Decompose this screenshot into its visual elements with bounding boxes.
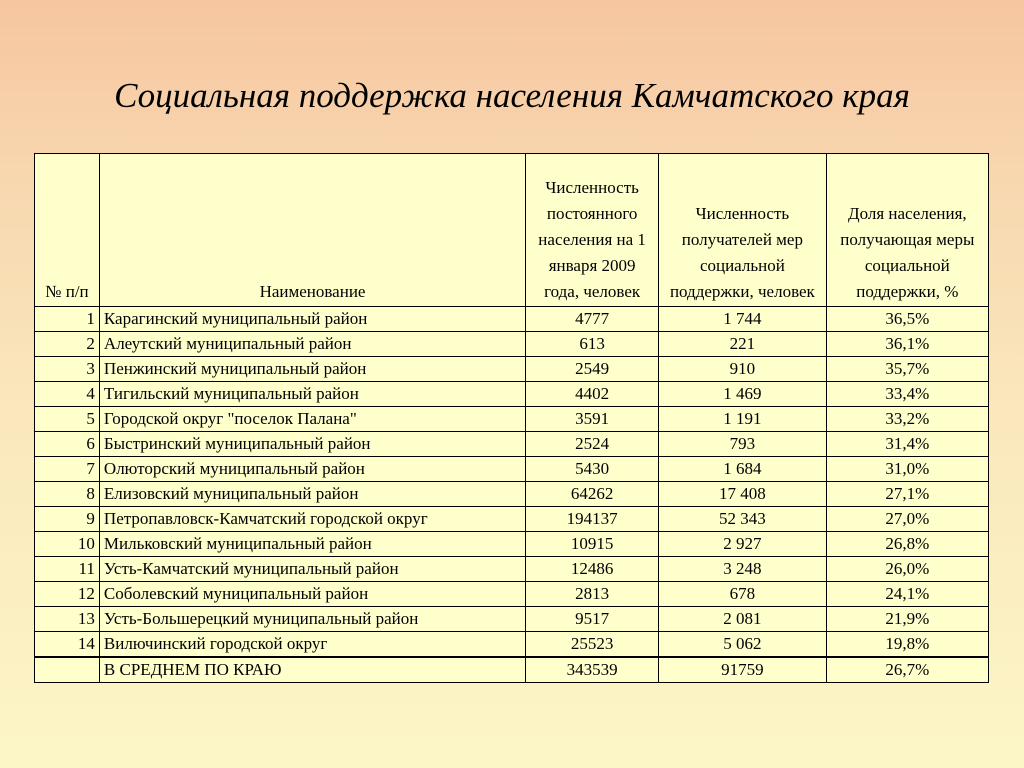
- cell-name: Соболевский муниципальный район: [99, 582, 525, 607]
- cell-name: Олюторский муниципальный район: [99, 457, 525, 482]
- cell-share: 27,0%: [826, 507, 988, 532]
- cell-share: 21,9%: [826, 607, 988, 632]
- total-cell-recipients: 91759: [659, 657, 827, 683]
- cell-share: 31,0%: [826, 457, 988, 482]
- header-recipients: Численность получателей мер социальной поддержки, человек: [659, 154, 827, 307]
- cell-recipients: 17 408: [659, 482, 827, 507]
- cell-num: 2: [35, 332, 100, 357]
- slide-title: Социальная поддержка населения Камчатского края: [114, 76, 910, 115]
- cell-recipients: 52 343: [659, 507, 827, 532]
- header-num: № п/п: [35, 154, 100, 307]
- cell-population: 3591: [526, 407, 659, 432]
- cell-name: Усть-Камчатский муниципальный район: [99, 557, 525, 582]
- cell-recipients: 1 469: [659, 382, 827, 407]
- cell-share: 26,0%: [826, 557, 988, 582]
- cell-population: 2549: [526, 357, 659, 382]
- cell-share: 36,5%: [826, 307, 988, 332]
- cell-name: Елизовский муниципальный район: [99, 482, 525, 507]
- cell-recipients: 221: [659, 332, 827, 357]
- cell-population: 25523: [526, 632, 659, 658]
- cell-share: 31,4%: [826, 432, 988, 457]
- cell-population: 9517: [526, 607, 659, 632]
- cell-share: 19,8%: [826, 632, 988, 658]
- cell-num: 6: [35, 432, 100, 457]
- cell-recipients: 910: [659, 357, 827, 382]
- cell-num: 13: [35, 607, 100, 632]
- cell-num: 1: [35, 307, 100, 332]
- cell-recipients: 1 191: [659, 407, 827, 432]
- cell-num: 14: [35, 632, 100, 658]
- cell-num: 3: [35, 357, 100, 382]
- table-row: [35, 582, 989, 607]
- table-row: [35, 432, 989, 457]
- cell-num: 9: [35, 507, 100, 532]
- cell-name: Мильковский муниципальный район: [99, 532, 525, 557]
- table-row: [35, 482, 989, 507]
- cell-population: 2813: [526, 582, 659, 607]
- table-row: [35, 307, 989, 332]
- header-population: Численность постоянного населения на 1 января 2009 года, человек: [526, 154, 659, 307]
- cell-recipients: 2 081: [659, 607, 827, 632]
- header-share: Доля населения, получающая меры социальной поддержки, %: [826, 154, 988, 307]
- table-row: [35, 557, 989, 582]
- cell-name: Тигильский муниципальный район: [99, 382, 525, 407]
- total-cell-name: В СРЕДНЕМ ПО КРАЮ: [99, 657, 525, 683]
- cell-name: Петропавловск-Камчатский городской округ: [99, 507, 525, 532]
- cell-share: 33,2%: [826, 407, 988, 432]
- cell-share: 33,4%: [826, 382, 988, 407]
- cell-population: 194137: [526, 507, 659, 532]
- cell-population: 5430: [526, 457, 659, 482]
- cell-recipients: 5 062: [659, 632, 827, 658]
- cell-recipients: 1 744: [659, 307, 827, 332]
- cell-share: 24,1%: [826, 582, 988, 607]
- cell-num: 8: [35, 482, 100, 507]
- cell-population: 613: [526, 332, 659, 357]
- cell-name: Быстринский муниципальный район: [99, 432, 525, 457]
- cell-share: 26,8%: [826, 532, 988, 557]
- table-row: [35, 382, 989, 407]
- cell-num: 11: [35, 557, 100, 582]
- cell-num: 7: [35, 457, 100, 482]
- header-name: Наименование: [99, 154, 525, 307]
- table-row: [35, 607, 989, 632]
- cell-num: 5: [35, 407, 100, 432]
- cell-share: 27,1%: [826, 482, 988, 507]
- table-row: [35, 457, 989, 482]
- table-total-row: [35, 657, 989, 683]
- cell-share: 36,1%: [826, 332, 988, 357]
- cell-name: Алеутский муниципальный район: [99, 332, 525, 357]
- cell-name: Усть-Большерецкий муниципальный район: [99, 607, 525, 632]
- cell-num: 4: [35, 382, 100, 407]
- table-header: [35, 154, 989, 307]
- total-cell-population: 343539: [526, 657, 659, 683]
- cell-population: 2524: [526, 432, 659, 457]
- cell-num: 12: [35, 582, 100, 607]
- cell-recipients: 1 684: [659, 457, 827, 482]
- table-row: [35, 357, 989, 382]
- table-body: [35, 307, 989, 683]
- table-row: [35, 332, 989, 357]
- table-row: [35, 407, 989, 432]
- social-support-table: [34, 153, 989, 683]
- cell-population: 64262: [526, 482, 659, 507]
- cell-recipients: 678: [659, 582, 827, 607]
- cell-population: 4777: [526, 307, 659, 332]
- cell-num: 10: [35, 532, 100, 557]
- cell-recipients: 2 927: [659, 532, 827, 557]
- cell-name: Пенжинский муниципальный район: [99, 357, 525, 382]
- cell-name: Вилючинский городской округ: [99, 632, 525, 658]
- total-cell-num: [35, 657, 100, 683]
- total-cell-share: 26,7%: [826, 657, 988, 683]
- cell-share: 35,7%: [826, 357, 988, 382]
- cell-population: 12486: [526, 557, 659, 582]
- cell-recipients: 793: [659, 432, 827, 457]
- cell-recipients: 3 248: [659, 557, 827, 582]
- table-row: [35, 507, 989, 532]
- cell-name: Карагинский муниципальный район: [99, 307, 525, 332]
- table-row: [35, 532, 989, 557]
- cell-population: 4402: [526, 382, 659, 407]
- cell-population: 10915: [526, 532, 659, 557]
- table-row: [35, 632, 989, 658]
- cell-name: Городской округ "поселок Палана": [99, 407, 525, 432]
